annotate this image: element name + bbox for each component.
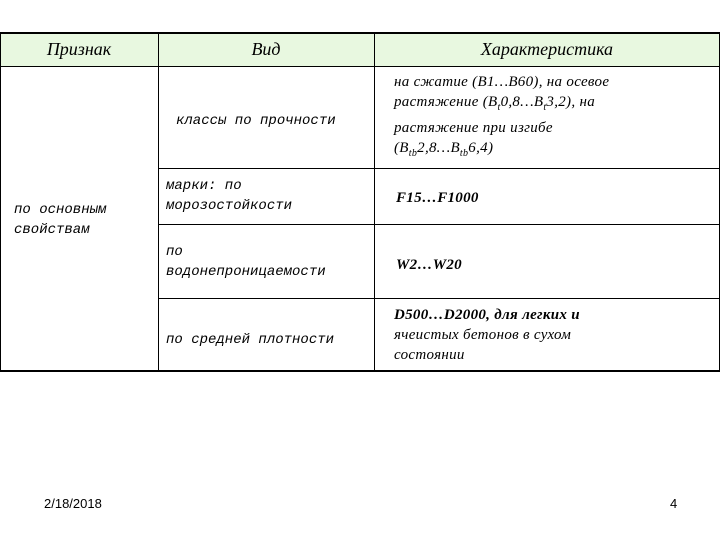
char-text: 0,8…B — [500, 94, 544, 110]
char-line — [394, 92, 714, 118]
header-attribute-label: Признак — [46, 38, 112, 59]
header-kind — [158, 32, 374, 66]
kind-water-resistance — [166, 242, 326, 282]
col-border — [374, 32, 375, 372]
char-text: растяжение (B — [394, 94, 498, 110]
char-density — [394, 305, 714, 365]
char-line: растяжение при изгибе — [394, 120, 553, 136]
char-text: 3,2), на — [546, 94, 595, 110]
char-text: 6,4) — [468, 140, 494, 156]
char-line: D500…D2000, для легких и — [394, 307, 580, 323]
kind-frost-resistance — [166, 176, 292, 216]
char-water-resistance: W2…W20 — [396, 257, 462, 273]
col-border — [0, 32, 1, 372]
page-number: 4 — [670, 496, 678, 511]
char-line: на сжатие (B1…B60), на осевое — [394, 74, 610, 90]
header-attribute — [0, 32, 158, 66]
char-text: (B — [394, 140, 409, 156]
char-line: ячеистых бетонов в сухом — [394, 327, 572, 343]
kind-line: водонепроницаемости — [166, 264, 326, 280]
group-label-text: по основным свойствам — [14, 202, 107, 238]
char-line: состоянии — [394, 347, 465, 363]
header-bottom-border — [0, 66, 720, 67]
header-kind-label: Вид — [251, 38, 281, 59]
char-sub: tb — [459, 148, 469, 159]
header-characteristic — [374, 32, 720, 66]
col-border — [158, 32, 159, 372]
char-sub: t — [497, 102, 501, 113]
char-sub: t — [543, 102, 547, 113]
kind-line: морозостойкости — [166, 198, 293, 214]
char-frost-resistance: F15…F1000 — [396, 190, 479, 206]
properties-table — [0, 32, 720, 372]
kind-density: по средней плотности — [166, 332, 335, 348]
group-label — [14, 200, 154, 240]
footer-date: 2/18/2018 — [44, 496, 102, 511]
char-line — [394, 138, 714, 164]
header-characteristic-label: Характеристика — [480, 38, 614, 59]
char-text: 2,8…B — [417, 140, 460, 156]
kind-strength-classes: классы по прочности — [176, 113, 336, 129]
kind-line: по — [166, 244, 183, 260]
row-divider — [158, 168, 720, 169]
row-divider — [158, 224, 720, 225]
table-top-border — [0, 32, 720, 34]
char-sub: tb — [408, 148, 418, 159]
char-strength-classes — [394, 72, 714, 164]
row-divider — [158, 298, 720, 299]
table-bottom-border — [0, 370, 720, 372]
kind-line: марки: по — [166, 178, 242, 194]
